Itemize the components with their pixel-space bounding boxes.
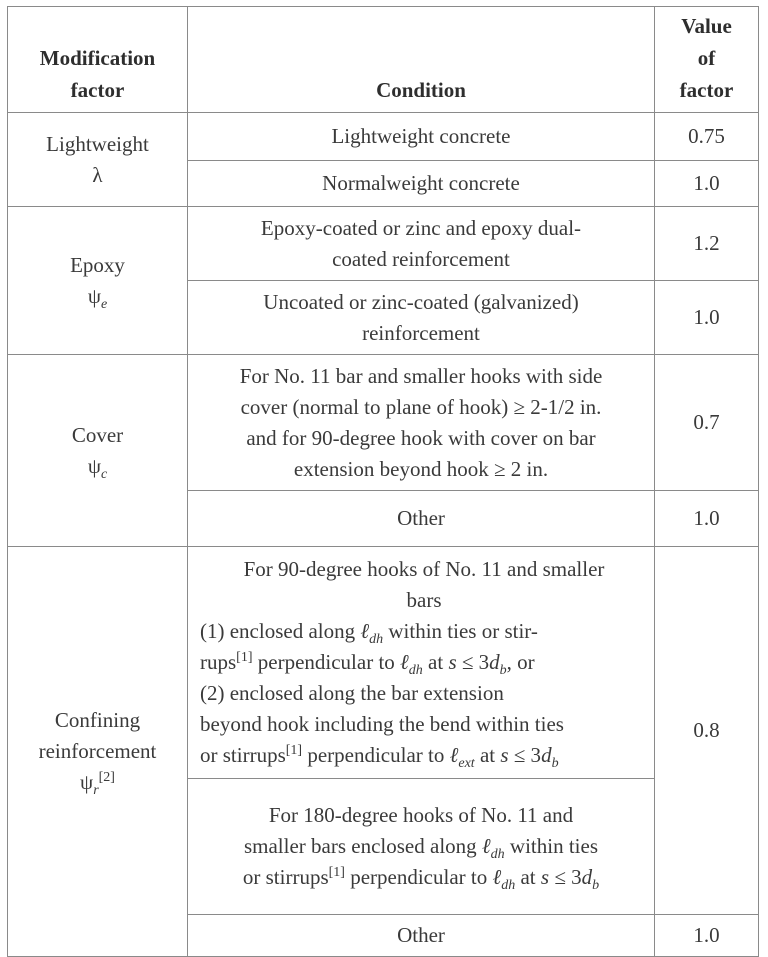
header-condition: Condition xyxy=(188,7,655,113)
value-cell: 1.0 xyxy=(655,915,759,957)
condition-cell: Normalweight concrete xyxy=(188,161,655,207)
factor-epoxy: Epoxy $\psi_e$ xyxy=(8,207,188,355)
table-row xyxy=(8,207,759,281)
value-cell: 1.2 xyxy=(655,207,759,281)
condition-cell: Other xyxy=(188,915,655,957)
modification-factor-table xyxy=(7,6,759,957)
value-cell: 1.0 xyxy=(655,491,759,547)
condition-cell: Uncoated or zinc-coated (galvanized) reinforcement xyxy=(188,281,655,355)
value-cell: 0.75 xyxy=(655,113,759,161)
condition-cell: Lightweight concrete xyxy=(188,113,655,161)
condition-cell: Epoxy-coated or zinc and epoxy dual- coated reinforcement xyxy=(188,207,655,281)
condition-cell: Other xyxy=(188,491,655,547)
header-row xyxy=(8,7,759,113)
value-cell: 0.7 xyxy=(655,355,759,491)
header-modification-factor: Modification factor xyxy=(8,7,188,113)
factor-cover: Cover $\psi_c$ xyxy=(8,355,188,547)
factor-confining: Confining reinforcement $\psi_r[2]$ xyxy=(8,547,188,957)
condition-cell-90-degree-hooks: For 90-degree hooks of No. 11 and smaller bars (1) enclosed along ℓ$_{dh}$ within ties or stir- rups[1] perpendicular to ℓ$_{dh}$ at $s \le 3d_b$, or (2) enclosed along the bar extension beyond hook including the bend within ties or stirrups[1] perpendicular to ℓ$_{ext}$ at $s \le 3d_b$ xyxy=(188,547,655,779)
table-row xyxy=(8,547,759,779)
value-cell: 0.8 xyxy=(655,547,759,915)
header-value-of-factor: Value of factor xyxy=(655,7,759,113)
factor-lightweight: Lightweight λ xyxy=(8,113,188,207)
table-row xyxy=(8,355,759,491)
value-cell: 1.0 xyxy=(655,281,759,355)
condition-cell: For No. 11 bar and smaller hooks with side cover (normal to plane of hook) ≥ 2-1/2 in. and for 90-degree hook with cover on bar extension beyond hook ≥ 2 in. xyxy=(188,355,655,491)
condition-cell-180-degree-hooks: For 180-degree hooks of No. 11 and smaller bars enclosed along ℓ$_{dh}$ within ties or stirrups[1] perpendicular to ℓ$_{dh}$ at $s \le 3d_b$ xyxy=(188,779,655,915)
table-row xyxy=(8,113,759,161)
value-cell: 1.0 xyxy=(655,161,759,207)
